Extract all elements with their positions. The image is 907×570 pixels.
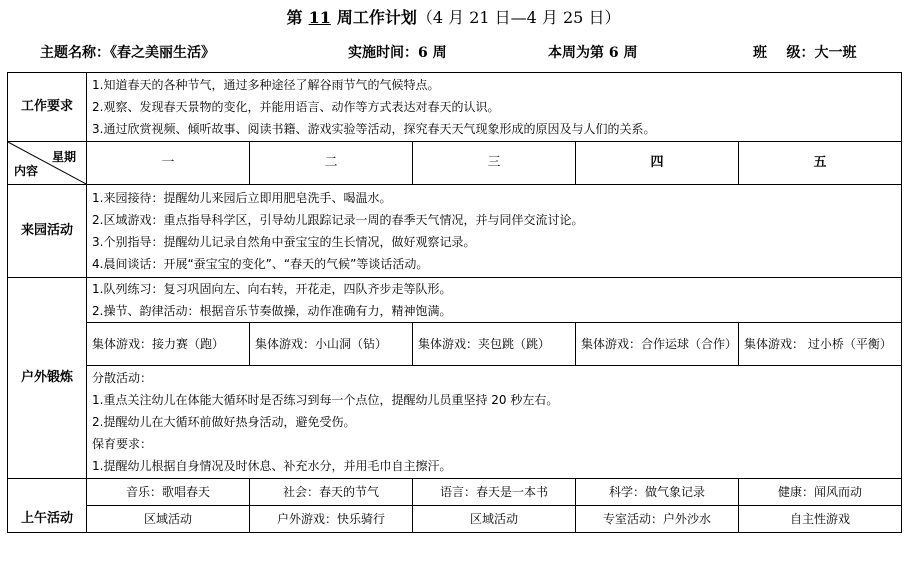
outdoor-line: 2.操节、韵律活动：根据音乐节奏做操，动作准确有力，精神饱满。 [92, 304, 452, 318]
page-title [0, 5, 907, 28]
group-game-wed: 集体游戏：夹包跳（跳） [413, 323, 576, 366]
day-wednesday: 三 [413, 142, 576, 185]
outdoor-exercise-row [8, 278, 902, 323]
morning-activities-row [8, 479, 902, 506]
morning-activities-label: 上午活动 [8, 479, 87, 533]
morning-activity-thu: 专室活动：户外沙水 [576, 506, 739, 533]
morning-activity-fri: 自主性游戏 [739, 506, 902, 533]
group-games-row [8, 323, 902, 366]
outdoor-notes-row [8, 366, 902, 479]
group-game-fri: 集体游戏： 过小桥（平衡） [739, 323, 902, 366]
arrival-activities-label: 来园活动 [8, 185, 87, 278]
day-thursday: 四 [576, 142, 739, 185]
morning-activity-wed: 区域活动 [413, 506, 576, 533]
work-requirement-line: 1.知道春天的各种节气，通过多种途径了解谷雨节气的气候特点。 [92, 78, 440, 92]
outdoor-exercise-label: 户外锻炼 [8, 278, 87, 479]
week-number: 11 [308, 8, 331, 27]
arrival-line: 3.个别指导：提醒幼儿记录自然角中蚕宝宝的生长情况，做好观察记录。 [92, 235, 476, 249]
work-requirement-line: 3.通过欣赏视频、倾听故事、阅读书籍、游戏实验等活动，探究春天天气现象形成的原因及与人们的关系。 [92, 122, 656, 136]
note-line: 2.提醒幼儿在大循环前做好热身活动，避免受伤。 [92, 415, 356, 429]
group-game-mon: 集体游戏：接力赛（跑） [87, 323, 250, 366]
outdoor-drills [87, 278, 902, 323]
date-range: （4 月 21 日—4 月 25 日） [416, 8, 621, 27]
work-requirement-line: 2.观察、发现春天景物的变化，并能用语言、动作等方式表达对春天的认识。 [92, 100, 500, 114]
implementation-time: 实施时间：6 周 [348, 45, 447, 61]
work-requirements-label: 工作要求 [8, 73, 87, 142]
arrival-line: 1.来园接待：提醒幼儿来园后立即用肥皂洗手、喝温水。 [92, 191, 392, 205]
work-requirements-row [8, 73, 902, 142]
day-monday: 一 [87, 142, 250, 185]
plan-table [7, 72, 902, 533]
arrival-activities-row [8, 185, 902, 278]
outdoor-notes [87, 366, 902, 479]
day-tuesday: 二 [250, 142, 413, 185]
outdoor-line: 1.队列练习：复习巩固向左、向右转，开花走，四队齐步走等队形。 [92, 282, 452, 296]
note-line: 保育要求： [92, 437, 153, 451]
class-name: 班 级：大一班 [753, 45, 857, 61]
title-suffix: 周工作计划 [336, 8, 417, 27]
morning-activity-tue: 户外游戏：快乐骑行 [250, 506, 413, 533]
group-game-tue: 集体游戏：小山洞（钻） [250, 323, 413, 366]
morning-class-fri: 健康：闻风而动 [739, 479, 902, 506]
arrival-line: 2.区域游戏：重点指导科学区，引导幼儿跟踪记录一周的春季天气情况，并与同伴交流讨论。 [92, 213, 584, 227]
note-line: 分散活动： [92, 371, 153, 385]
theme-name: 主题名称：《春之美丽生活》 [40, 45, 215, 61]
content-label: 内容 [14, 164, 39, 178]
work-requirements-content [87, 73, 902, 142]
morning-activities-row-2 [8, 506, 902, 533]
note-line: 1.提醒幼儿根据自身情况及时休息、补充水分，并用毛巾自主擦汗。 [92, 459, 452, 473]
arrival-line: 4.晨间谈话：开展“蚕宝宝的变化”、“春天的气候”等谈话活动。 [92, 257, 429, 271]
morning-class-mon: 音乐：歌唱春天 [87, 479, 250, 506]
morning-class-tue: 社会：春天的节气 [250, 479, 413, 506]
morning-activity-mon: 区域活动 [87, 506, 250, 533]
day-friday: 五 [739, 142, 902, 185]
note-line: 1.重点关注幼儿在体能大循环时是否练习到每一个点位，提醒幼儿员重坚持 20 秒左右。 [92, 393, 559, 407]
weekday-header-row [8, 142, 902, 185]
morning-class-thu: 科学：做气象记录 [576, 479, 739, 506]
morning-class-wed: 语言：春天是一本书 [413, 479, 576, 506]
title-prefix: 第 [286, 8, 303, 27]
arrival-activities-content [87, 185, 902, 278]
group-game-thu: 集体游戏：合作运球（合作） [576, 323, 739, 366]
weekday-content-corner [8, 142, 87, 185]
current-week: 本周为第 6 周 [548, 45, 638, 61]
weekday-label: 星期 [51, 150, 76, 164]
